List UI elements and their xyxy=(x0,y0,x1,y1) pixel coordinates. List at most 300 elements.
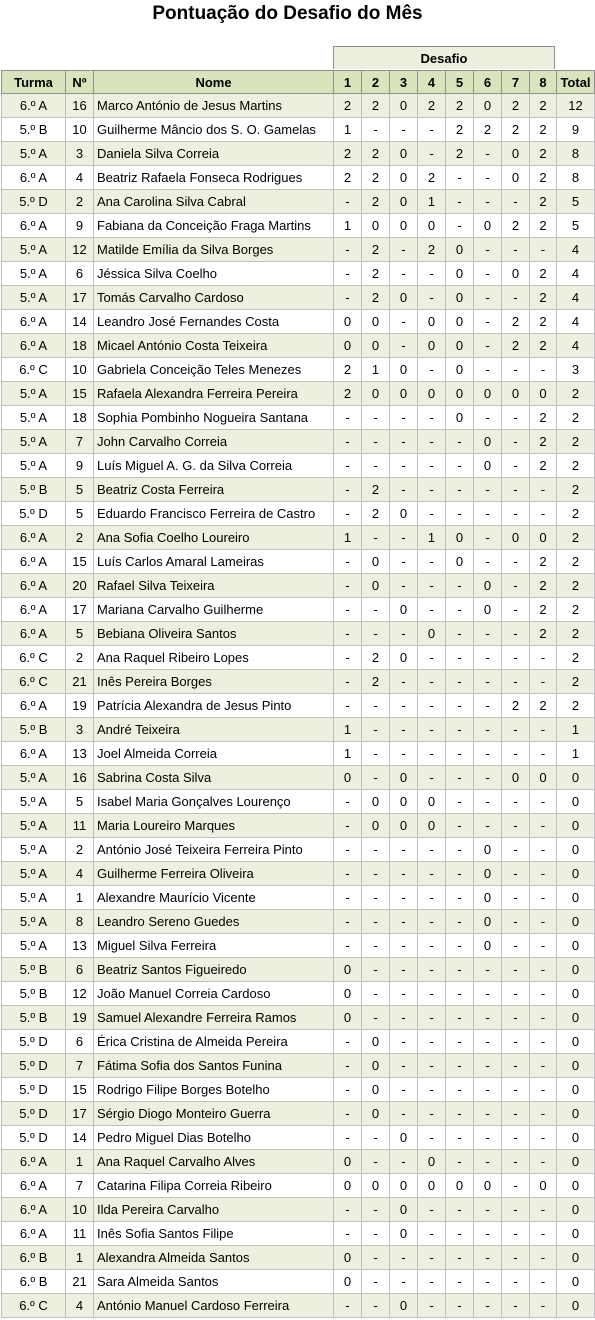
desafio-6-cell: 0 xyxy=(474,934,502,958)
total-cell: 2 xyxy=(557,622,595,646)
desafio-4-cell: - xyxy=(418,430,446,454)
desafio-4-cell: - xyxy=(418,1030,446,1054)
desafio-6-cell: - xyxy=(474,406,502,430)
desafio-6-cell: - xyxy=(474,646,502,670)
desafio-8-cell: - xyxy=(530,478,557,502)
col-header-desafio-6: 6 xyxy=(474,71,502,94)
desafio-2-cell: - xyxy=(362,742,390,766)
desafio-4-cell: - xyxy=(418,142,446,166)
total-cell: 8 xyxy=(557,142,595,166)
numero-cell: 18 xyxy=(66,334,94,358)
desafio-1-cell: 0 xyxy=(334,766,362,790)
desafio-4-cell: - xyxy=(418,118,446,142)
desafio-2-cell: 2 xyxy=(362,142,390,166)
numero-cell: 1 xyxy=(66,1150,94,1174)
turma-cell: 6.º C xyxy=(2,670,66,694)
table-row xyxy=(2,718,595,742)
table-row xyxy=(2,454,595,478)
table-row xyxy=(2,358,595,382)
numero-cell: 8 xyxy=(66,910,94,934)
desafio-4-cell: - xyxy=(418,598,446,622)
numero-cell: 17 xyxy=(66,598,94,622)
desafio-5-cell: - xyxy=(446,718,474,742)
desafio-6-cell: - xyxy=(474,1246,502,1270)
desafio-1-cell: 1 xyxy=(334,742,362,766)
numero-cell: 4 xyxy=(66,862,94,886)
desafio-8-cell: - xyxy=(530,934,557,958)
total-cell: 2 xyxy=(557,598,595,622)
desafio-8-cell: - xyxy=(530,718,557,742)
desafio-7-cell: - xyxy=(502,1054,530,1078)
table-row xyxy=(2,862,595,886)
desafio-4-cell: - xyxy=(418,1126,446,1150)
nome-cell: Luís Miguel A. G. da Silva Correia xyxy=(94,454,334,478)
desafio-3-cell: 0 xyxy=(390,646,418,670)
desafio-3-cell: 0 xyxy=(390,142,418,166)
total-cell: 0 xyxy=(557,910,595,934)
desafio-2-cell: 2 xyxy=(362,166,390,190)
desafio-5-cell: - xyxy=(446,502,474,526)
desafio-5-cell: 0 xyxy=(446,1174,474,1198)
desafio-1-cell: 0 xyxy=(334,958,362,982)
desafio-6-cell: - xyxy=(474,190,502,214)
desafio-3-cell: - xyxy=(390,238,418,262)
nome-cell: Sophia Pombinho Nogueira Santana xyxy=(94,406,334,430)
desafio-4-cell: 0 xyxy=(418,334,446,358)
desafio-6-cell: - xyxy=(474,502,502,526)
desafio-4-cell: - xyxy=(418,934,446,958)
desafio-8-cell: - xyxy=(530,238,557,262)
desafio-7-cell: - xyxy=(502,646,530,670)
numero-cell: 19 xyxy=(66,1006,94,1030)
desafio-7-cell: 2 xyxy=(502,214,530,238)
desafio-4-cell: - xyxy=(418,982,446,1006)
col-header-desafio-1: 1 xyxy=(334,71,362,94)
desafio-5-cell: 0 xyxy=(446,358,474,382)
total-cell: 4 xyxy=(557,310,595,334)
desafio-2-cell: 0 xyxy=(362,1102,390,1126)
turma-cell: 6.º A xyxy=(2,214,66,238)
col-header-desafio-4: 4 xyxy=(418,71,446,94)
desafio-6-cell: - xyxy=(474,1126,502,1150)
desafio-7-cell: - xyxy=(502,1150,530,1174)
desafio-1-cell: - xyxy=(334,1198,362,1222)
desafio-2-cell: 0 xyxy=(362,382,390,406)
desafio-2-cell: - xyxy=(362,430,390,454)
group-header-row xyxy=(0,46,595,70)
desafio-1-cell: - xyxy=(334,1126,362,1150)
desafio-4-cell: 2 xyxy=(418,238,446,262)
nome-cell: Inês Sofia Santos Filipe xyxy=(94,1222,334,1246)
desafio-4-cell: - xyxy=(418,574,446,598)
turma-cell: 6.º A xyxy=(2,598,66,622)
desafio-2-cell: - xyxy=(362,886,390,910)
table-row xyxy=(2,118,595,142)
nome-cell: Ana Carolina Silva Cabral xyxy=(94,190,334,214)
table-row xyxy=(2,1198,595,1222)
desafio-7-cell: - xyxy=(502,1270,530,1294)
nome-cell: Joel Almeida Correia xyxy=(94,742,334,766)
desafio-4-cell: - xyxy=(418,406,446,430)
table-row xyxy=(2,622,595,646)
desafio-3-cell: - xyxy=(390,262,418,286)
table-row xyxy=(2,1006,595,1030)
desafio-6-cell: 0 xyxy=(474,574,502,598)
desafio-8-cell: - xyxy=(530,1006,557,1030)
desafio-2-cell: 2 xyxy=(362,190,390,214)
total-cell: 3 xyxy=(557,358,595,382)
table-row xyxy=(2,1294,595,1318)
numero-cell: 13 xyxy=(66,934,94,958)
nome-cell: Patrícia Alexandra de Jesus Pinto xyxy=(94,694,334,718)
desafio-6-cell: 2 xyxy=(474,118,502,142)
numero-cell: 20 xyxy=(66,574,94,598)
desafio-4-cell: - xyxy=(418,958,446,982)
desafio-5-cell: - xyxy=(446,1222,474,1246)
desafio-7-cell: 0 xyxy=(502,382,530,406)
desafio-7-cell: - xyxy=(502,1030,530,1054)
desafio-3-cell: 0 xyxy=(390,1222,418,1246)
desafio-1-cell: 1 xyxy=(334,214,362,238)
desafio-4-cell: 1 xyxy=(418,190,446,214)
nome-cell: Catarina Filipa Correia Ribeiro xyxy=(94,1174,334,1198)
nome-cell: Sabrina Costa Silva xyxy=(94,766,334,790)
desafio-8-cell: - xyxy=(530,1198,557,1222)
desafio-4-cell: - xyxy=(418,1054,446,1078)
total-cell: 0 xyxy=(557,1126,595,1150)
nome-cell: Samuel Alexandre Ferreira Ramos xyxy=(94,1006,334,1030)
numero-cell: 17 xyxy=(66,286,94,310)
table-row xyxy=(2,958,595,982)
table-body xyxy=(2,94,595,1318)
desafio-7-cell: - xyxy=(502,1294,530,1318)
desafio-1-cell: - xyxy=(334,502,362,526)
total-cell: 0 xyxy=(557,1222,595,1246)
desafio-5-cell: - xyxy=(446,190,474,214)
desafio-3-cell: - xyxy=(390,1030,418,1054)
col-header-desafio-8: 8 xyxy=(530,71,557,94)
desafio-4-cell: - xyxy=(418,910,446,934)
turma-cell: 5.º A xyxy=(2,862,66,886)
desafio-6-cell: - xyxy=(474,790,502,814)
turma-cell: 5.º B xyxy=(2,118,66,142)
turma-cell: 5.º A xyxy=(2,238,66,262)
desafio-7-cell: - xyxy=(502,1126,530,1150)
desafio-1-cell: - xyxy=(334,1294,362,1318)
desafio-2-cell: 0 xyxy=(362,1030,390,1054)
desafio-4-cell: - xyxy=(418,550,446,574)
desafio-3-cell: - xyxy=(390,1102,418,1126)
desafio-2-cell: - xyxy=(362,1246,390,1270)
desafio-8-cell: 2 xyxy=(530,310,557,334)
total-cell: 1 xyxy=(557,718,595,742)
turma-cell: 6.º A xyxy=(2,310,66,334)
desafio-7-cell: - xyxy=(502,550,530,574)
table-row xyxy=(2,814,595,838)
desafio-3-cell: - xyxy=(390,526,418,550)
turma-cell: 6.º A xyxy=(2,166,66,190)
desafio-2-cell: - xyxy=(362,598,390,622)
desafio-7-cell: - xyxy=(502,670,530,694)
desafio-6-cell: - xyxy=(474,310,502,334)
desafio-4-cell: 0 xyxy=(418,622,446,646)
table-row xyxy=(2,238,595,262)
desafio-5-cell: - xyxy=(446,766,474,790)
desafio-4-cell: - xyxy=(418,838,446,862)
total-cell: 2 xyxy=(557,550,595,574)
desafio-2-cell: 2 xyxy=(362,502,390,526)
desafio-4-cell: 2 xyxy=(418,166,446,190)
desafio-6-cell: - xyxy=(474,622,502,646)
numero-cell: 7 xyxy=(66,1174,94,1198)
desafio-1-cell: - xyxy=(334,790,362,814)
total-cell: 9 xyxy=(557,118,595,142)
total-cell: 2 xyxy=(557,694,595,718)
desafio-3-cell: - xyxy=(390,1150,418,1174)
turma-cell: 5.º A xyxy=(2,286,66,310)
desafio-6-cell: 0 xyxy=(474,430,502,454)
desafio-7-cell: 2 xyxy=(502,310,530,334)
nome-cell: João Manuel Correia Cardoso xyxy=(94,982,334,1006)
total-cell: 1 xyxy=(557,742,595,766)
desafio-3-cell: - xyxy=(390,454,418,478)
desafio-3-cell: - xyxy=(390,982,418,1006)
turma-cell: 5.º B xyxy=(2,718,66,742)
table-row xyxy=(2,1174,595,1198)
desafio-6-cell: - xyxy=(474,550,502,574)
desafio-7-cell: - xyxy=(502,502,530,526)
desafio-2-cell: - xyxy=(362,934,390,958)
desafio-8-cell: 2 xyxy=(530,622,557,646)
total-cell: 0 xyxy=(557,1294,595,1318)
desafio-2-cell: - xyxy=(362,1270,390,1294)
numero-cell: 4 xyxy=(66,166,94,190)
desafio-6-cell: - xyxy=(474,334,502,358)
table-row xyxy=(2,1102,595,1126)
desafio-5-cell: - xyxy=(446,790,474,814)
col-header-nome: Nome xyxy=(94,71,334,94)
desafio-5-cell: - xyxy=(446,622,474,646)
col-header-desafio-7: 7 xyxy=(502,71,530,94)
numero-cell: 16 xyxy=(66,766,94,790)
scores-table xyxy=(1,70,595,1318)
desafio-6-cell: - xyxy=(474,286,502,310)
numero-cell: 2 xyxy=(66,190,94,214)
numero-cell: 14 xyxy=(66,310,94,334)
turma-cell: 6.º A xyxy=(2,1150,66,1174)
desafio-5-cell: - xyxy=(446,478,474,502)
desafio-6-cell: 0 xyxy=(474,454,502,478)
desafio-4-cell: - xyxy=(418,358,446,382)
desafio-5-cell: - xyxy=(446,814,474,838)
desafio-6-cell: - xyxy=(474,958,502,982)
total-cell: 0 xyxy=(557,1150,595,1174)
desafio-6-cell: - xyxy=(474,1222,502,1246)
desafio-8-cell: - xyxy=(530,1294,557,1318)
turma-cell: 6.º A xyxy=(2,1174,66,1198)
total-cell: 0 xyxy=(557,1102,595,1126)
desafio-group-header: Desafio xyxy=(333,46,555,69)
desafio-5-cell: - xyxy=(446,1078,474,1102)
table-row xyxy=(2,166,595,190)
desafio-3-cell: 0 xyxy=(390,166,418,190)
nome-cell: Gabriela Conceição Teles Menezes xyxy=(94,358,334,382)
desafio-3-cell: - xyxy=(390,934,418,958)
turma-cell: 5.º D xyxy=(2,1030,66,1054)
desafio-7-cell: - xyxy=(502,190,530,214)
desafio-5-cell: - xyxy=(446,1054,474,1078)
turma-cell: 5.º A xyxy=(2,790,66,814)
desafio-3-cell: - xyxy=(390,838,418,862)
turma-cell: 6.º A xyxy=(2,1198,66,1222)
total-cell: 2 xyxy=(557,646,595,670)
desafio-5-cell: - xyxy=(446,598,474,622)
desafio-6-cell: - xyxy=(474,142,502,166)
desafio-1-cell: 2 xyxy=(334,142,362,166)
desafio-3-cell: - xyxy=(390,910,418,934)
table-row xyxy=(2,526,595,550)
desafio-5-cell: 2 xyxy=(446,142,474,166)
total-cell: 5 xyxy=(557,190,595,214)
total-cell: 2 xyxy=(557,670,595,694)
nome-cell: Bebiana Oliveira Santos xyxy=(94,622,334,646)
desafio-5-cell: - xyxy=(446,670,474,694)
desafio-4-cell: - xyxy=(418,1246,446,1270)
desafio-3-cell: 0 xyxy=(390,358,418,382)
desafio-1-cell: 0 xyxy=(334,1150,362,1174)
desafio-8-cell: 2 xyxy=(530,262,557,286)
total-cell: 8 xyxy=(557,166,595,190)
desafio-8-cell: - xyxy=(530,1222,557,1246)
desafio-2-cell: - xyxy=(362,406,390,430)
desafio-3-cell: - xyxy=(390,550,418,574)
total-cell: 0 xyxy=(557,1270,595,1294)
table-row xyxy=(2,1078,595,1102)
desafio-6-cell: - xyxy=(474,526,502,550)
desafio-3-cell: - xyxy=(390,118,418,142)
nome-cell: Rafaela Alexandra Ferreira Pereira xyxy=(94,382,334,406)
numero-cell: 15 xyxy=(66,1078,94,1102)
desafio-5-cell: - xyxy=(446,1030,474,1054)
numero-cell: 17 xyxy=(66,1102,94,1126)
table-row xyxy=(2,838,595,862)
desafio-1-cell: - xyxy=(334,550,362,574)
desafio-5-cell: - xyxy=(446,1102,474,1126)
desafio-8-cell: 0 xyxy=(530,1174,557,1198)
desafio-1-cell: - xyxy=(334,598,362,622)
turma-cell: 5.º B xyxy=(2,478,66,502)
desafio-3-cell: - xyxy=(390,742,418,766)
desafio-7-cell: - xyxy=(502,814,530,838)
total-cell: 0 xyxy=(557,1030,595,1054)
table-row xyxy=(2,1126,595,1150)
desafio-5-cell: - xyxy=(446,214,474,238)
desafio-3-cell: 0 xyxy=(390,190,418,214)
desafio-6-cell: 0 xyxy=(474,94,502,118)
table-row xyxy=(2,886,595,910)
numero-cell: 13 xyxy=(66,742,94,766)
desafio-3-cell: 0 xyxy=(390,286,418,310)
desafio-7-cell: - xyxy=(502,598,530,622)
desafio-8-cell: - xyxy=(530,1150,557,1174)
total-cell: 2 xyxy=(557,430,595,454)
desafio-2-cell: 0 xyxy=(362,790,390,814)
desafio-2-cell: 2 xyxy=(362,262,390,286)
turma-cell: 5.º A xyxy=(2,766,66,790)
numero-cell: 15 xyxy=(66,382,94,406)
desafio-2-cell: 2 xyxy=(362,646,390,670)
desafio-8-cell: - xyxy=(530,982,557,1006)
desafio-3-cell: 0 xyxy=(390,1294,418,1318)
desafio-4-cell: - xyxy=(418,646,446,670)
desafio-6-cell: - xyxy=(474,694,502,718)
desafio-1-cell: 2 xyxy=(334,358,362,382)
turma-cell: 6.º C xyxy=(2,358,66,382)
desafio-3-cell: - xyxy=(390,622,418,646)
desafio-1-cell: - xyxy=(334,262,362,286)
total-cell: 0 xyxy=(557,1198,595,1222)
desafio-4-cell: - xyxy=(418,1222,446,1246)
desafio-8-cell: 2 xyxy=(530,94,557,118)
desafio-7-cell: - xyxy=(502,1102,530,1126)
desafio-2-cell: - xyxy=(362,526,390,550)
desafio-1-cell: 1 xyxy=(334,526,362,550)
desafio-5-cell: - xyxy=(446,1126,474,1150)
turma-cell: 5.º D xyxy=(2,1054,66,1078)
col-header-desafio-2: 2 xyxy=(362,71,390,94)
table-row xyxy=(2,142,595,166)
desafio-6-cell: 0 xyxy=(474,886,502,910)
desafio-6-cell: - xyxy=(474,742,502,766)
numero-cell: 6 xyxy=(66,262,94,286)
table-row xyxy=(2,382,595,406)
table-row xyxy=(2,646,595,670)
desafio-7-cell: - xyxy=(502,742,530,766)
desafio-7-cell: 2 xyxy=(502,334,530,358)
desafio-7-cell: 2 xyxy=(502,118,530,142)
desafio-3-cell: - xyxy=(390,574,418,598)
desafio-7-cell: - xyxy=(502,1222,530,1246)
desafio-1-cell: - xyxy=(334,478,362,502)
numero-cell: 2 xyxy=(66,646,94,670)
total-cell: 0 xyxy=(557,982,595,1006)
numero-cell: 15 xyxy=(66,550,94,574)
desafio-8-cell: 0 xyxy=(530,526,557,550)
total-cell: 0 xyxy=(557,958,595,982)
turma-cell: 6.º A xyxy=(2,334,66,358)
table-row xyxy=(2,598,595,622)
desafio-8-cell: 2 xyxy=(530,574,557,598)
desafio-8-cell: - xyxy=(530,1126,557,1150)
desafio-6-cell: - xyxy=(474,238,502,262)
desafio-3-cell: 0 xyxy=(390,214,418,238)
desafio-2-cell: - xyxy=(362,694,390,718)
desafio-7-cell: - xyxy=(502,286,530,310)
desafio-8-cell: 2 xyxy=(530,286,557,310)
nome-cell: Mariana Carvalho Guilherme xyxy=(94,598,334,622)
turma-cell: 6.º A xyxy=(2,94,66,118)
desafio-5-cell: - xyxy=(446,934,474,958)
desafio-4-cell: - xyxy=(418,454,446,478)
numero-cell: 6 xyxy=(66,1030,94,1054)
desafio-8-cell: 2 xyxy=(530,214,557,238)
turma-cell: 5.º D xyxy=(2,1102,66,1126)
table-row xyxy=(2,1054,595,1078)
table-row xyxy=(2,1270,595,1294)
desafio-3-cell: 0 xyxy=(390,1198,418,1222)
nome-cell: António José Teixeira Ferreira Pinto xyxy=(94,838,334,862)
total-cell: 4 xyxy=(557,334,595,358)
